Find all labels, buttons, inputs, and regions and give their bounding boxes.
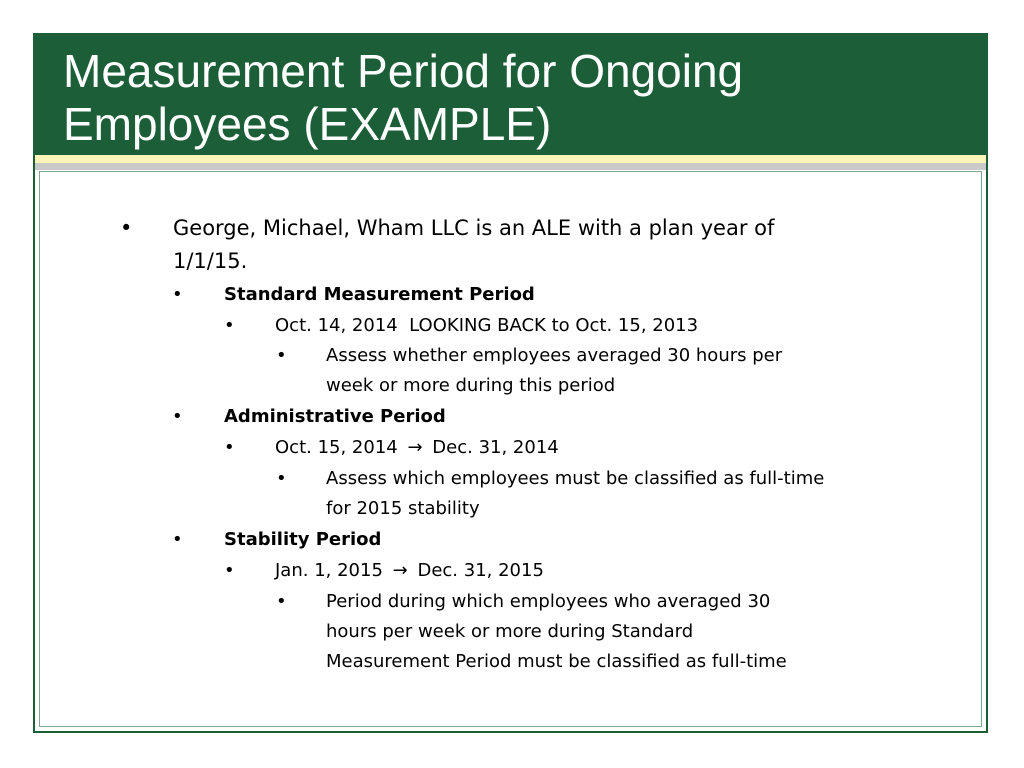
section-detail-administrative-line-1: Assess which employees must be classified as full-time (326, 468, 825, 489)
section-detail-standard-line-2: week or more during this period (326, 375, 616, 396)
title-bar (35, 35, 986, 155)
bullet-level-3: • (224, 315, 235, 336)
section-heading-stability: Stability Period (224, 529, 382, 550)
bullet-level-3: • (224, 560, 235, 581)
slide-title (63, 45, 743, 151)
section-heading-standard: Standard Measurement Period (224, 284, 535, 305)
section-dates-standard: Oct. 14, 2014 LOOKING BACK to Oct. 15, 2013 (275, 315, 699, 336)
date-end: Dec. 31, 2015 (417, 560, 544, 581)
date-end: Dec. 31, 2014 (432, 437, 559, 458)
date-start: Oct. 15, 2014 (275, 437, 398, 458)
section-dates-stability (275, 556, 544, 586)
bullet-level-2: • (172, 406, 183, 427)
bullet-level-3: • (224, 437, 235, 458)
accent-stripe (35, 155, 986, 163)
intro-line-2: 1/1/15. (173, 249, 248, 273)
bullet-level-4: • (276, 591, 287, 612)
bullet-level-1: • (120, 216, 133, 240)
section-detail-stability-line-3: Measurement Period must be classified as full-time (326, 651, 787, 672)
shadow-stripe (35, 163, 986, 170)
section-detail-standard-line-1: Assess whether employees averaged 30 hours per (326, 345, 783, 366)
date-start: Jan. 1, 2015 (275, 560, 383, 581)
section-detail-administrative-line-2: for 2015 stability (326, 498, 480, 519)
section-dates-administrative (275, 433, 559, 463)
bullet-level-2: • (172, 284, 183, 305)
bullet-level-4: • (276, 345, 287, 366)
arrow-right-icon: → (407, 437, 423, 458)
bullet-level-2: • (172, 529, 183, 550)
section-detail-stability-line-2: hours per week or more during Standard (326, 621, 694, 642)
intro-line-1: George, Michael, Wham LLC is an ALE with a plan year of (173, 216, 775, 240)
section-detail-stability-line-1: Period during which employees who averaged 30 (326, 591, 771, 612)
bullet-level-4: • (276, 468, 287, 489)
slide-title-line-2: Employees (EXAMPLE) (63, 98, 552, 150)
arrow-right-icon: → (392, 560, 408, 581)
section-heading-administrative: Administrative Period (224, 406, 446, 427)
slide-title-line-1: Measurement Period for Ongoing (63, 45, 744, 97)
